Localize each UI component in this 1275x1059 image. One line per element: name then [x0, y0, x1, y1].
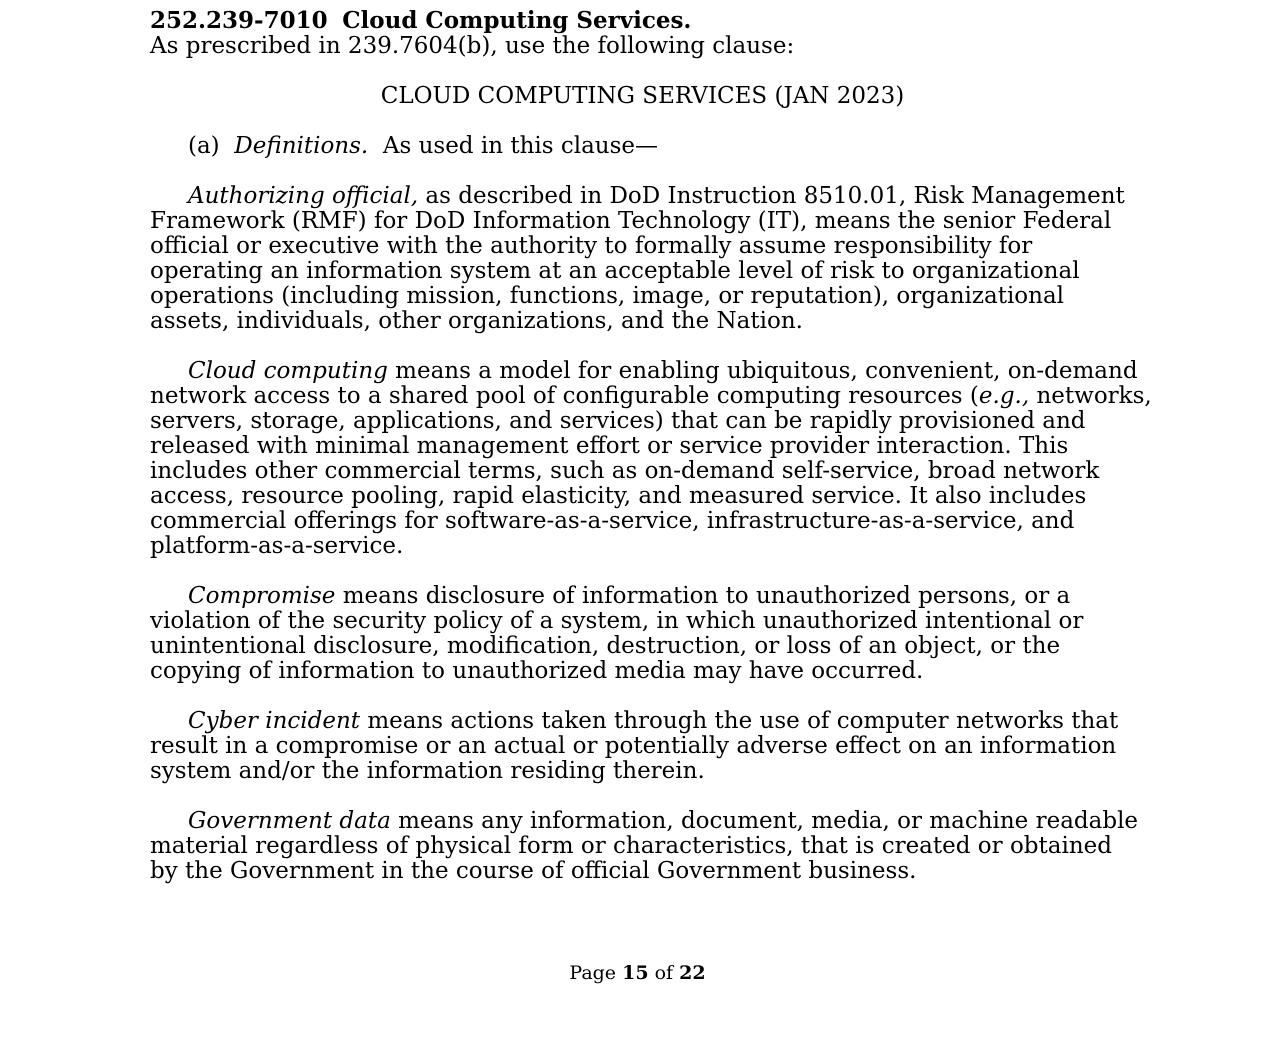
section-heading [150, 8, 1135, 34]
definition-line: released with minimal management effort or service provider interaction. This [150, 433, 1069, 459]
definitions-term: Definitions. [234, 133, 369, 159]
definition-compromise [150, 584, 1135, 684]
definition-line: access, resource pooling, rapid elasticity, and measured service. It also includes [150, 483, 1087, 509]
definition-government-data [150, 808, 1139, 884]
definition-line: as described in DoD Instruction 8510.01, Risk Management [418, 183, 1125, 209]
current-page-number: 15 [622, 962, 649, 984]
clause-number: 252.239-7010 [150, 7, 328, 34]
definition-line: means a model for enabling ubiquitous, convenient, on-demand [387, 358, 1138, 384]
definition-term: Cyber incident [188, 708, 361, 734]
definition-line: violation of the security policy of a system, in which unauthorized intentional or [150, 608, 1084, 634]
page-prefix: Page [569, 962, 617, 984]
definition-line: unintentional disclosure, modification, destruction, or loss of an object, or the [150, 633, 1061, 659]
definition-line: means disclosure of information to unauthorized persons, or a [335, 583, 1071, 609]
definition-line-tail: networks, [1029, 383, 1152, 409]
page-footer [0, 962, 1275, 984]
definition-line: by the Government in the course of official Government business. [150, 858, 917, 884]
definitions-intro-text: As used in this clause— [382, 133, 659, 159]
definition-line: servers, storage, applications, and services) that can be rapidly provisioned and [150, 408, 1086, 434]
clause-title: CLOUD COMPUTING SERVICES (JAN 2023) [380, 83, 905, 109]
inline-italic: e.g., [978, 383, 1030, 409]
definition-line: platform-as-a-service. [150, 533, 404, 559]
definition-line: copying of information to unauthorized media may have occurred. [150, 658, 924, 684]
definition-term: Authorizing official, [188, 183, 419, 209]
definition-authorizing-official [150, 184, 1135, 334]
definition-term: Cloud computing [188, 358, 388, 384]
definitions-intro [150, 134, 1135, 159]
definition-line: material regardless of physical form or characteristics, that is created or obtained [150, 833, 1112, 859]
prescription-text: As prescribed in 239.7604(b), use the following clause: [150, 33, 795, 59]
definition-line: operations (including mission, functions, image, or reputation), organizational [150, 283, 1065, 309]
definition-line: includes other commercial terms, such as on-demand self-service, broad network [150, 458, 1100, 484]
definition-line: Framework (RMF) for DoD Information Technology (IT), means the senior Federal [150, 208, 1112, 234]
page-of: of [654, 962, 674, 984]
definition-term: Government data [188, 808, 391, 834]
definition-line: system and/or the information residing therein. [150, 758, 705, 784]
definition-line: result in a compromise or an actual or potentially adverse effect on an information [150, 733, 1117, 759]
definition-line: operating an information system at an acceptable level of risk to organizational [150, 258, 1080, 284]
definition-line: network access to a shared pool of configurable computing resources ( [150, 383, 979, 409]
document-page [150, 7, 1152, 884]
definition-term: Compromise [188, 583, 336, 609]
definition-line: assets, individuals, other organizations, and the Nation. [150, 308, 803, 334]
definition-line: commercial offerings for software-as-a-service, infrastructure-as-a-service, and [150, 508, 1075, 534]
clause-heading-title: Cloud Computing Services. [342, 7, 692, 34]
definition-line: means any information, document, media, or machine readable [390, 808, 1139, 834]
definition-line: official or executive with the authority to formally assume responsibility for [150, 233, 1033, 259]
definition-cloud-computing [150, 358, 1152, 559]
definition-line: means actions taken through the use of computer networks that [360, 708, 1119, 734]
total-page-count: 22 [679, 962, 706, 984]
definition-cyber-incident [150, 709, 1135, 784]
paragraph-label: (a) [188, 133, 220, 159]
